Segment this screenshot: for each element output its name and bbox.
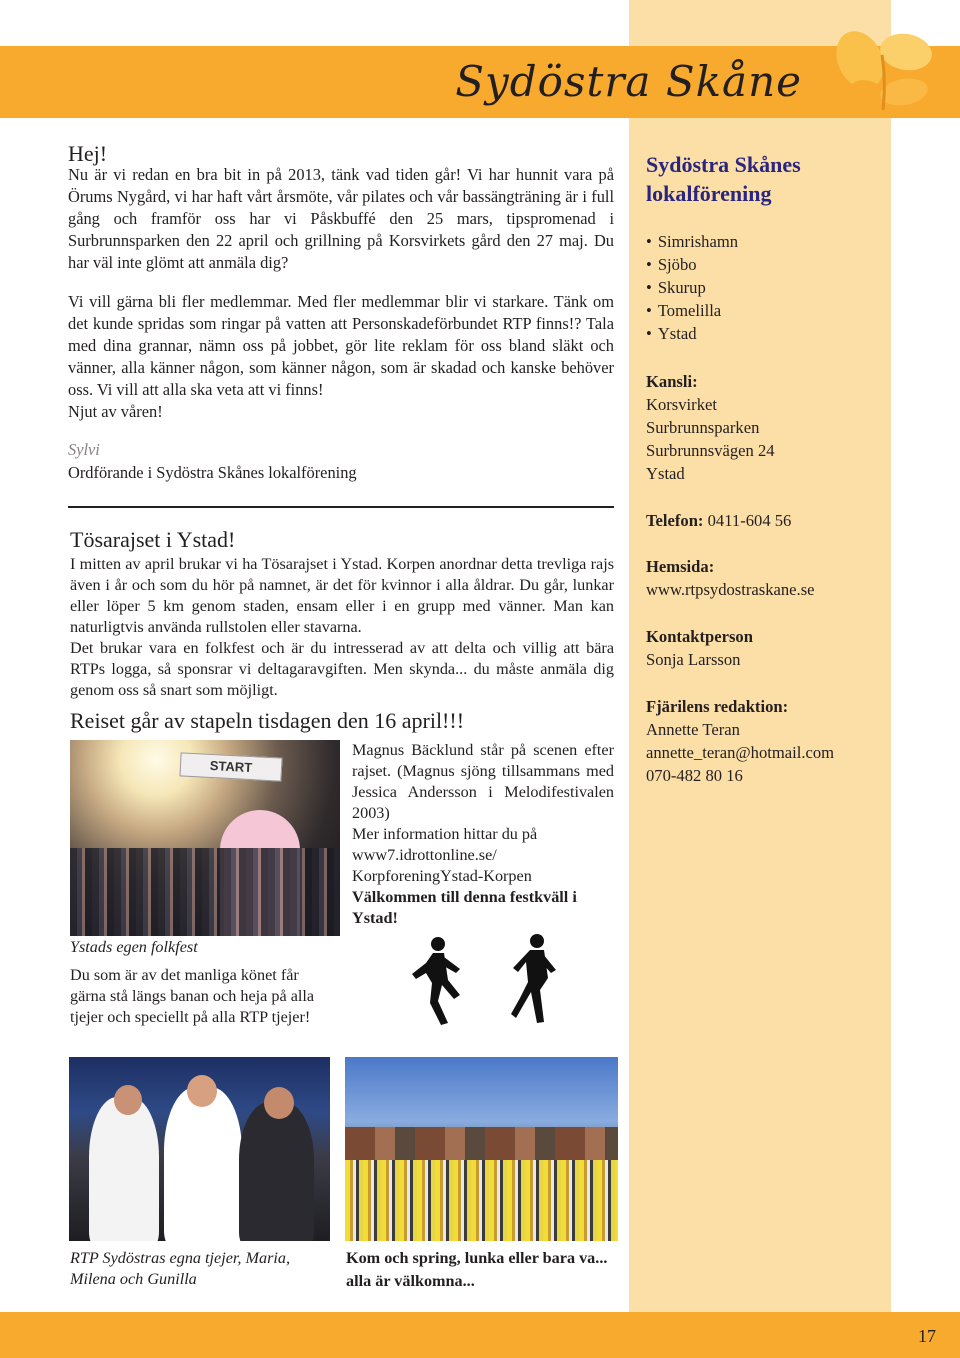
welcome-text: Välkommen till denna festkväll i Ystad!: [352, 888, 577, 927]
photo-caption-welcome: Kom och spring, lunka eller bara va... alla är välkomna...: [346, 1249, 608, 1290]
tosarajset-paragraph-2: Det brukar vara en folkfest och är du intresserad av att delta och villig att bära RTPs logga, så sponsrar vi deltagaravgiften. Men skynda... du måste anmäla dig genom oss så snart som möjligt.: [70, 639, 614, 699]
editor-line: Annette Teran: [646, 720, 740, 739]
editor-line: 070-482 80 16: [646, 766, 743, 785]
butterfly-icon: [828, 20, 938, 120]
office-block: [646, 370, 775, 485]
office-line: Ystad: [646, 464, 685, 483]
editor-label: Fjärilens redaktion:: [646, 697, 789, 716]
race-crowd-photo: [345, 1057, 618, 1241]
editor-block: [646, 695, 834, 787]
signature-name: Sylvi: [68, 440, 100, 459]
office-line: Surbrunnsvägen 24: [646, 441, 775, 460]
office-line: Korsvirket: [646, 395, 717, 414]
divider: [68, 506, 614, 508]
editor-email[interactable]: annette_teran@hotmail.com: [646, 743, 835, 762]
signature-title: Ordförande i Sydöstra Skånes lokalförening: [68, 463, 357, 482]
membership-text: Vi vill gärna bli fler medlemmar. Med fler medlemmar blir vi starkare. Tänk om det kunde spridas som ringar på vatten att Personskadeförbundet RTP finns!? Tala med dina grannar, nämn oss på jobbet, gör lite reklam för oss bland släkt och vänner, alla känner någon, som känner någon, som är skadad och kanske behöver oss. Vi vill att alla ska veta att vi finns!: [68, 292, 614, 399]
town-item: • Sjöbo: [646, 253, 738, 276]
page-number: 17: [918, 1326, 936, 1346]
office-line: Surbrunnsparken: [646, 418, 760, 437]
sidebar-title: Sydöstra Skånes lokalförening: [646, 152, 801, 206]
start-banner: START: [179, 752, 282, 781]
town-item: • Skurup: [646, 276, 738, 299]
magnus-text: Magnus Bäcklund står på scenen efter rajset. (Magnus sjöng tillsammans med Jessica Andersson i Melodifestivalen 2003): [352, 741, 614, 822]
footer-band: [0, 1312, 960, 1358]
buildings: [345, 1127, 618, 1160]
runner-silhouette-icon: [510, 932, 566, 1027]
crowd: [70, 848, 340, 936]
page-title: Sydöstra Skåne: [455, 57, 802, 106]
photo-description: [352, 740, 614, 929]
men-cheer-text: Du som är av det manliga könet får gärna stå längs banan och heja på alla tjejer och speciellt på alla RTP tjejer!: [70, 966, 315, 1026]
tosarajset-heading: Tösarajset i Ystad!: [70, 527, 236, 552]
website-block: [646, 555, 815, 601]
rtp-women-photo: [69, 1057, 330, 1241]
contact-name: Sonja Larsson: [646, 650, 741, 669]
website-link[interactable]: www.rtpsydostraskane.se: [646, 580, 815, 599]
closing-text: Njut av våren!: [68, 402, 163, 421]
town-item: • Simrishamn: [646, 230, 738, 253]
town-item: • Tomelilla: [646, 299, 738, 322]
photo-caption-rtp-women: RTP Sydöstras egna tjejer, Maria, Milena och Gunilla: [70, 1249, 291, 1288]
membership-paragraph: [68, 291, 614, 423]
tosarajset-paragraph-1: I mitten av april brukar vi ha Tösarajset i Ystad. Korpen anordnar detta trevliga rajs även i år och som du hör på namnet, är det för kvinnor i alla åldrar. Du går, lunkar eller löper 5 km genom staden, ensam eller i en grupp med vänner. Man kan naturligtvis använda rullstolen eller stavarna.: [70, 555, 614, 636]
crowd: [345, 1160, 618, 1241]
race-date-heading: Reiset går av stapeln tisdagen den 16 april!!!: [70, 708, 465, 733]
start-line-photo: [70, 740, 340, 936]
website-label: Hemsida:: [646, 557, 715, 576]
photo-caption-folkfest: Ystads egen folkfest: [70, 938, 198, 956]
runner-silhouette-icon: [408, 935, 470, 1027]
contact-label: Kontaktperson: [646, 627, 753, 646]
phone-block: [646, 509, 791, 532]
phone-label: Telefon:: [646, 511, 704, 530]
greeting: Hej!: [68, 141, 108, 166]
town-item: • Ystad: [646, 322, 738, 345]
tosarajset-body: [70, 554, 614, 701]
intro-paragraph: Nu är vi redan en bra bit in på 2013, tänk vad tiden går! Vi har hunnit vara på Örums Nygård, vi har haft vårt årsmöte, vår pilates och vår bassängträning är i full gång och framför oss har vi Påskbuffé den 25 mars, tipspromenad i Surbrunnsparken den 22 april och grillning på Korsvirkets gård den 27 maj. Du har väl inte glömt att anmäla dig?: [68, 165, 614, 272]
contact-block: [646, 625, 753, 671]
more-info-text: Mer information hittar du på www7.idrottonline.se/ KorpforeningYstad-Korpen: [352, 825, 538, 885]
office-label: Kansli:: [646, 372, 698, 391]
phone-number: 0411-604 56: [707, 511, 792, 530]
town-list: [646, 230, 738, 345]
